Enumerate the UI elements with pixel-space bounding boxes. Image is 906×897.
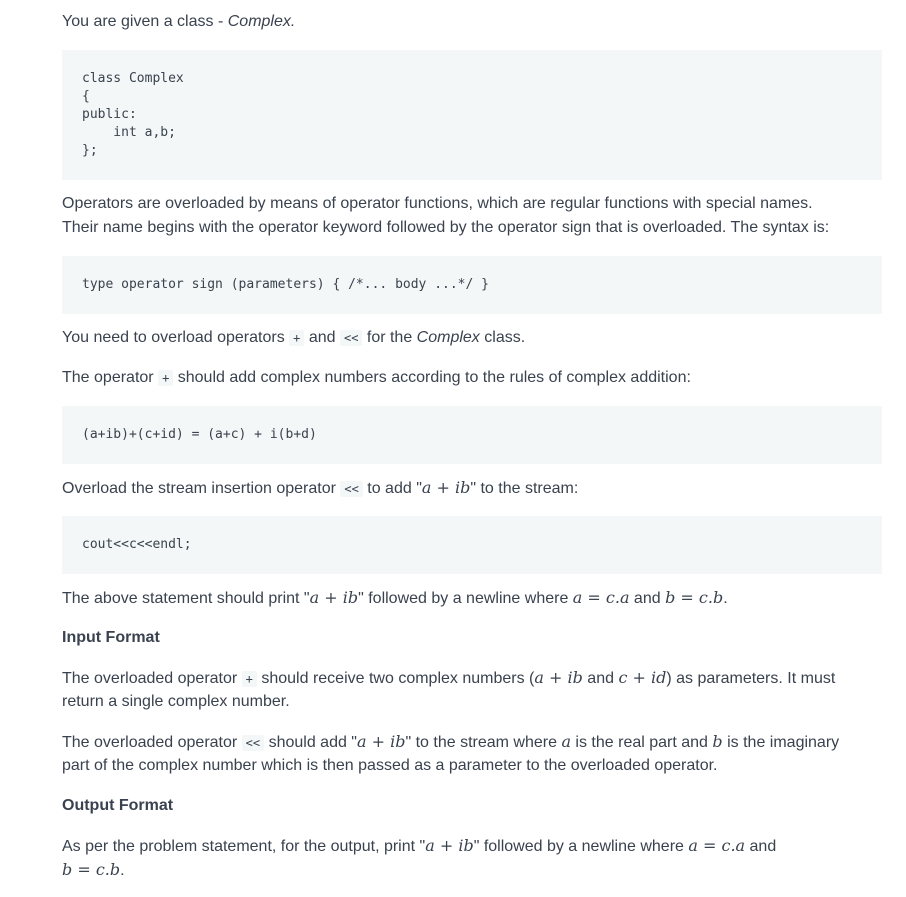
math-expression: a + ib (534, 668, 583, 687)
text-span: and (304, 329, 340, 346)
code-line: type operator sign (parameters) { /*... body ...*/ } (82, 277, 489, 292)
code-line: }; (82, 143, 98, 158)
text-span: should add " (264, 734, 357, 751)
math-expression: a + ib (425, 836, 474, 855)
text-span: for the (362, 329, 417, 346)
text-span: " to the stream where (405, 734, 562, 751)
text-span: and (582, 670, 619, 687)
text-span: should add complex numbers according to the rules of complex addition: (173, 369, 691, 386)
math-expression: a + ib (421, 478, 471, 497)
inline-code-plus: + (242, 671, 257, 687)
text-span: The operator (62, 369, 159, 386)
code-line: class Complex (82, 71, 184, 86)
text-span: and (629, 590, 666, 607)
text-span: to add " (362, 480, 422, 497)
need-overload-text (62, 326, 882, 350)
code-line: { (82, 89, 90, 104)
math-expression: a = c.a (572, 588, 630, 607)
code-block-addition (62, 406, 882, 464)
math-expression: a = c.a (688, 836, 746, 855)
input-format-paragraph2 (62, 730, 882, 755)
text-span: " followed by a newline where (358, 590, 573, 607)
text-span: Overload the stream insertion operator (62, 480, 341, 497)
text-span: ) as parameters. It must (666, 670, 836, 687)
output-format-paragraph (62, 834, 882, 859)
math-expression: b = c.b (62, 860, 121, 879)
overload-description-line2: Their name begins with the operator keyword followed by the operator sign that is overloaded. The syntax is: (62, 219, 830, 236)
stream-description (62, 476, 882, 501)
class-name-em: Complex (416, 329, 480, 346)
text-span: class. (479, 329, 526, 346)
inline-code-shift: << (340, 330, 362, 346)
input-format-paragraph1-line2: return a single complex number. (62, 693, 290, 710)
text-span: . (723, 590, 728, 607)
code-line: int a,b; (82, 125, 176, 140)
inline-code-shift: << (242, 735, 264, 751)
math-expression: b (712, 732, 723, 751)
math-expression: c + id (618, 668, 667, 687)
math-expression: b = c.b (665, 588, 724, 607)
input-format-paragraph1 (62, 666, 882, 691)
intro-text (62, 10, 882, 34)
text-span: should receive two complex numbers ( (256, 670, 535, 687)
intro-class-name: Complex. (227, 13, 296, 30)
text-span: You need to overload operators (62, 329, 290, 346)
text-span: and (745, 838, 777, 855)
code-line: cout<<c<<endl; (82, 537, 192, 552)
output-format-heading: Output Format (62, 797, 174, 814)
plus-description (62, 366, 882, 390)
text-span: As per the problem statement, for the output, print " (62, 838, 426, 855)
text-span: is the real part and (570, 734, 713, 751)
text-span: " to the stream: (470, 480, 579, 497)
input-format-heading: Input Format (62, 629, 160, 646)
text-span: . (120, 862, 125, 879)
math-expression: a (561, 732, 571, 751)
inline-code-plus: + (289, 330, 304, 346)
text-span: is the imaginary (722, 734, 840, 751)
code-block-class (62, 50, 882, 180)
code-block-syntax (62, 256, 882, 314)
code-block-cout (62, 516, 882, 574)
math-expression: a + ib (309, 588, 359, 607)
text-span: The overloaded operator (62, 670, 242, 687)
print-description (62, 586, 882, 611)
text-span: The above statement should print " (62, 590, 310, 607)
intro-prefix: You are given a class - (62, 13, 228, 30)
math-expression: a + ib (356, 732, 406, 751)
code-line: public: (82, 107, 137, 122)
inline-code-shift: << (340, 481, 362, 497)
text-span: The overloaded operator (62, 734, 242, 751)
inline-code-plus: + (158, 370, 173, 386)
output-format-paragraph-line2 (62, 858, 882, 883)
text-span: " followed by a newline where (473, 838, 689, 855)
input-format-paragraph2-line2: part of the complex number which is then passed as a parameter to the overloaded operator. (62, 757, 718, 774)
overload-description-line1: Operators are overloaded by means of operator functions, which are regular functions with special names. (62, 195, 813, 212)
code-line: (a+ib)+(c+id) = (a+c) + i(b+d) (82, 427, 317, 442)
